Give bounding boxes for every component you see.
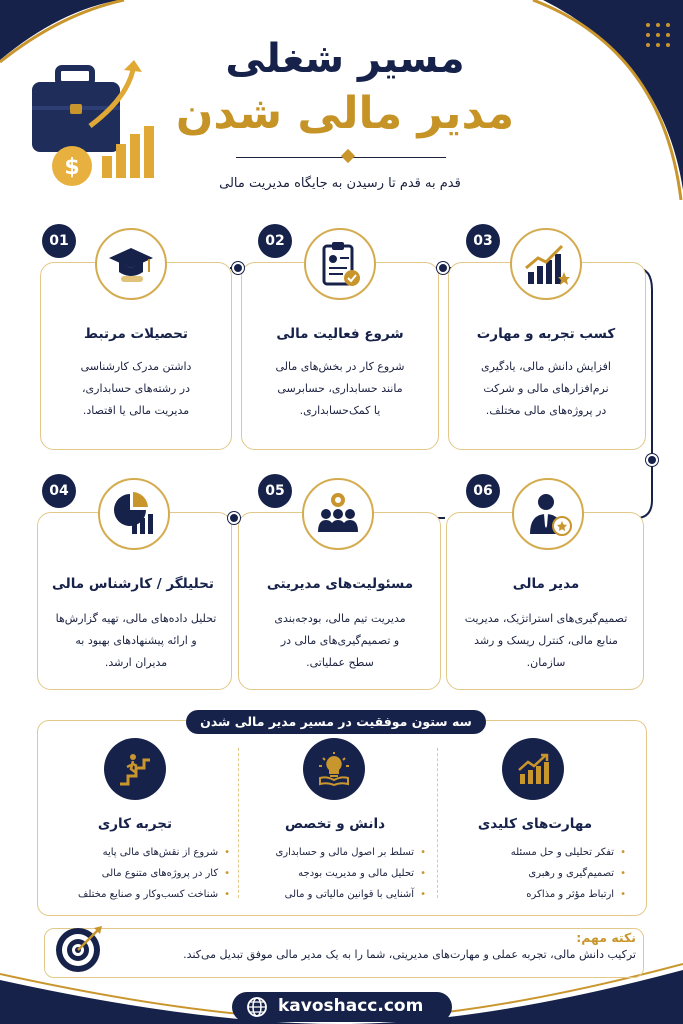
step-title-04: تحلیلگر / کارشناس مالی [52, 576, 214, 592]
step-text-01: داشتن مدرک کارشناسی در رشته‌های حسابداری، مدیریت مالی یا اقتصاد. [80, 360, 192, 417]
step-number-03: 03 [466, 224, 500, 258]
graduation-cap-icon [95, 228, 167, 300]
step-title-02: شروع فعالیت مالی [276, 326, 404, 342]
pillar-divider [437, 748, 438, 898]
step-number-04: 04 [42, 474, 76, 508]
pillar-title-experience: تجربه کاری [97, 816, 173, 832]
pie-bar-chart-icon [98, 478, 170, 550]
pillar-title-knowledge: دانش و تخصص [284, 816, 386, 832]
page-title-line1: مسیر شغلی [225, 36, 465, 82]
step-text-03: افزایش دانش مالی، یادگیری نرم‌افزارهای مالی و شرکت در پروژه‌های مالی مختلف. [481, 360, 611, 417]
step-text-04: تحلیل داده‌های مالی، تهیه گزارش‌ها و ارائه پیشنهادهای بهبود به مدیران ارشد. [55, 612, 217, 669]
manager-star-icon [512, 478, 584, 550]
footer-url[interactable]: kavoshacc.com [278, 996, 424, 1016]
step-text-05: مدیریت تیم مالی، بودجه‌بندی و تصمیم‌گیری‌های مالی در سطح عملیاتی. [274, 612, 406, 669]
connector-dot [646, 454, 658, 466]
step-title-01: تحصیلات مرتبط [84, 326, 188, 342]
list-item: • ارتباط مؤثر و مذاکره [446, 884, 626, 905]
connector-dot [228, 512, 240, 524]
connector-dot [437, 262, 449, 274]
list-item: • تصمیم‌گیری و رهبری [446, 863, 626, 884]
note-label: نکته مهم: [576, 930, 636, 945]
step-number-02: 02 [258, 224, 292, 258]
team-gear-icon [302, 478, 374, 550]
list-item: • آشنایی با قوانین مالیاتی و مالی [246, 884, 426, 905]
growth-chart-star-icon [510, 228, 582, 300]
step-number-05: 05 [258, 474, 292, 508]
step-text-06: تصمیم‌گیری‌های استراتژیک، مدیریت منابع مالی، کنترل ریسک و رشد سازمان. [464, 612, 628, 669]
lightbulb-book-icon [303, 738, 365, 800]
list-item: • شناخت کسب‌وکار و صنایع مختلف [50, 884, 230, 905]
step-title-03: کسب تجربه و مهارت [476, 326, 616, 342]
step-number-06: 06 [466, 474, 500, 508]
list-item: • تفکر تحلیلی و حل مسئله [446, 842, 626, 863]
pillar-list-knowledge [246, 842, 426, 905]
step-title-05: مسئولیت‌های مدیریتی [266, 576, 414, 592]
pillars-heading: سه ستون موفقیت در مسیر مدیر مالی شدن [186, 710, 486, 734]
step-number-01: 01 [42, 224, 76, 258]
connector-dot [232, 262, 244, 274]
globe-icon [246, 996, 268, 1018]
list-item: • کار در پروژه‌های متنوع مالی [50, 863, 230, 884]
target-icon [52, 922, 106, 976]
pillar-title-skills: مهارت‌های کلیدی [477, 816, 593, 832]
list-item: • تحلیل مالی و مدیریت بودجه [246, 863, 426, 884]
clipboard-check-icon [304, 228, 376, 300]
step-title-06: مدیر مالی [512, 576, 580, 592]
note-text: ترکیب دانش مالی، تجربه عملی و مهارت‌های مدیریتی، شما را به یک مدیر مالی موفق تبدیل می‌کند. [183, 948, 636, 961]
pillar-list-skills [446, 842, 626, 905]
page-subtitle: قدم به قدم تا رسیدن به جایگاه مدیریت مالی [219, 176, 461, 191]
climbing-stairs-icon [104, 738, 166, 800]
list-item: • تسلط بر اصول مالی و حسابداری [246, 842, 426, 863]
pillar-list-experience [50, 842, 230, 905]
svg-text:$: $ [64, 155, 80, 180]
list-item: • شروع از نقش‌های مالی پایه [50, 842, 230, 863]
rising-chart-icon [502, 738, 564, 800]
page-title-line2: مدیر مالی شدن [175, 88, 515, 139]
step-text-02: شروع کار در بخش‌های مالی مانند حسابداری، حسابرسی یا کمک‌حسابداری. [275, 360, 405, 417]
pillar-divider [238, 748, 239, 898]
